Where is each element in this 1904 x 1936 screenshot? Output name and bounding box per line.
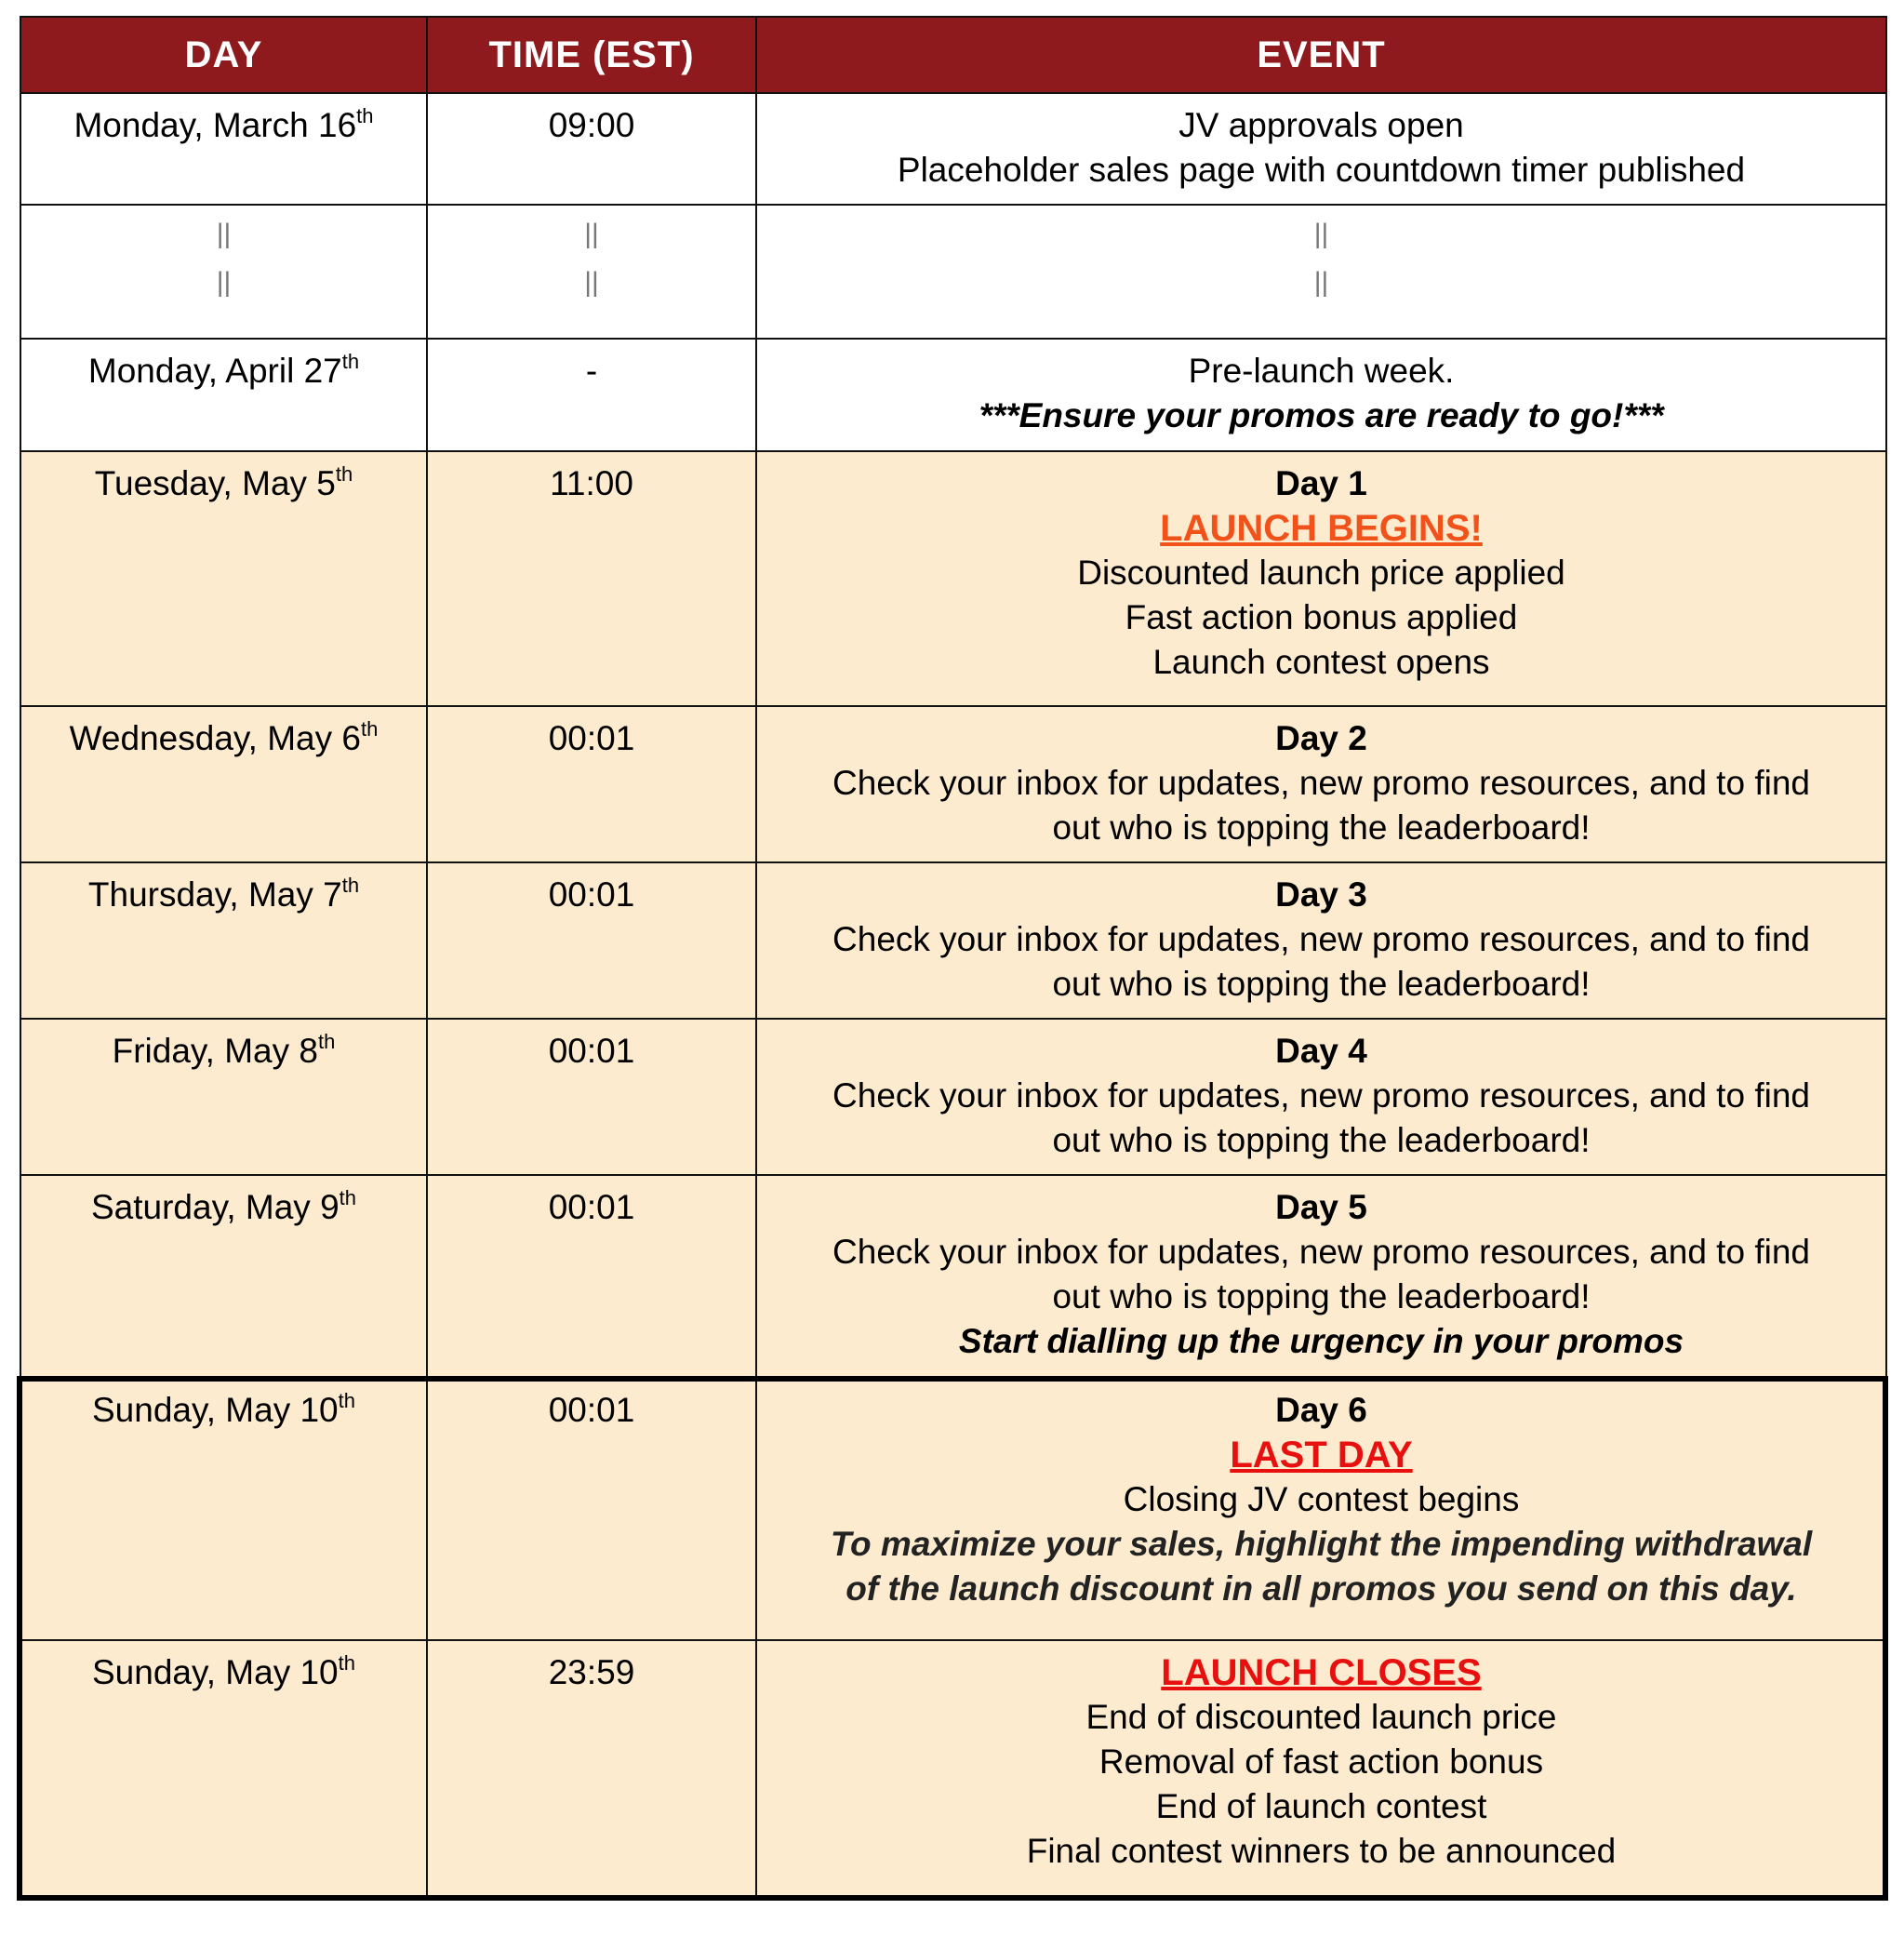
spacer xyxy=(29,250,419,267)
day-suffix: th xyxy=(341,349,360,373)
continuation-cell xyxy=(756,205,1886,339)
event-line: Pre-launch week. xyxy=(1188,352,1455,390)
day-cell xyxy=(20,862,427,1019)
continuation-mark: || xyxy=(584,267,599,298)
day-suffix: th xyxy=(338,1650,355,1675)
day-text: Wednesday, May 6 xyxy=(69,719,361,757)
day-text: Thursday, May 7 xyxy=(87,875,342,914)
event-line: Fast action bonus applied xyxy=(1125,598,1518,636)
event-line: Launch contest opens xyxy=(1152,643,1490,681)
continuation-row xyxy=(20,205,1886,339)
time-cell: 00:01 xyxy=(427,706,756,862)
header-time: TIME (EST) xyxy=(427,17,756,93)
day-cell xyxy=(20,1378,427,1640)
event-cell xyxy=(756,1378,1886,1640)
event-emphasis-line: of the launch discount in all promos you send on this day. xyxy=(845,1569,1797,1608)
day-suffix: th xyxy=(360,716,379,741)
day-cell xyxy=(20,339,427,451)
event-emphasis: ***Ensure your promos are ready to go!*** xyxy=(979,396,1664,434)
day-text: Saturday, May 9 xyxy=(90,1188,340,1226)
event-line: Placeholder sales page with countdown timer published xyxy=(897,151,1746,189)
day-text: Sunday, May 10 xyxy=(92,1653,339,1691)
event-line: Check your inbox for updates, new promo resources, and to find xyxy=(832,1233,1810,1271)
time-cell: 00:01 xyxy=(427,1019,756,1175)
day-suffix: th xyxy=(318,1029,336,1053)
event-title: Day 5 xyxy=(1275,1188,1367,1226)
event-emphasis: Start dialling up the urgency in your promos xyxy=(958,1322,1684,1360)
day-suffix: th xyxy=(338,1388,355,1412)
table-row xyxy=(20,706,1886,862)
continuation-cell xyxy=(427,205,756,339)
event-line: Check your inbox for updates, new promo resources, and to find xyxy=(832,764,1810,802)
table-row xyxy=(20,862,1886,1019)
day-suffix: th xyxy=(341,873,360,897)
event-cell xyxy=(756,339,1886,451)
event-title: Day 6 xyxy=(1275,1391,1367,1429)
header-event: EVENT xyxy=(756,17,1886,93)
day-suffix: th xyxy=(356,103,374,127)
event-cell xyxy=(756,93,1886,205)
table-row xyxy=(20,1019,1886,1175)
event-title: Day 2 xyxy=(1275,719,1367,757)
day-suffix: th xyxy=(339,1185,357,1209)
header-day: DAY xyxy=(20,17,427,93)
event-line: Discounted launch price applied xyxy=(1077,554,1565,592)
event-cell xyxy=(756,1640,1886,1899)
event-title: Day 4 xyxy=(1275,1032,1367,1070)
continuation-mark: || xyxy=(584,219,599,249)
event-highlight: LAUNCH BEGINS! xyxy=(1160,508,1483,549)
day-text: Monday, March 16 xyxy=(73,106,357,144)
day-text: Sunday, May 10 xyxy=(92,1391,339,1429)
table-row xyxy=(20,1175,1886,1378)
event-cell xyxy=(756,706,1886,862)
event-line: End of launch contest xyxy=(1155,1787,1487,1825)
day-text: Tuesday, May 5 xyxy=(94,464,336,502)
day-text: Monday, April 27 xyxy=(87,352,342,390)
continuation-mark: || xyxy=(1313,219,1329,249)
event-line: Final contest winners to be announced xyxy=(1026,1832,1617,1870)
time-cell: 09:00 xyxy=(427,93,756,205)
time-cell: - xyxy=(427,339,756,451)
day-cell xyxy=(20,1175,427,1378)
event-line: out who is topping the leaderboard! xyxy=(1052,1277,1591,1315)
table-row xyxy=(20,451,1886,706)
continuation-mark: || xyxy=(1313,267,1329,298)
event-line: JV approvals open xyxy=(1178,106,1464,144)
continuation-cell xyxy=(20,205,427,339)
day-cell xyxy=(20,93,427,205)
time-cell: 23:59 xyxy=(427,1640,756,1899)
event-line: Check your inbox for updates, new promo resources, and to find xyxy=(832,1076,1810,1115)
table-row xyxy=(20,1640,1886,1899)
day-cell xyxy=(20,1640,427,1899)
day-cell xyxy=(20,451,427,706)
header-row xyxy=(20,17,1886,93)
continuation-mark: || xyxy=(216,267,232,298)
event-title: Day 1 xyxy=(1275,464,1367,502)
event-highlight: LAUNCH CLOSES xyxy=(1161,1652,1482,1693)
day-cell xyxy=(20,1019,427,1175)
event-line: End of discounted launch price xyxy=(1085,1698,1557,1736)
event-cell xyxy=(756,1175,1886,1378)
table-row xyxy=(20,93,1886,205)
time-cell: 00:01 xyxy=(427,1175,756,1378)
table-row xyxy=(20,1378,1886,1640)
event-line: out who is topping the leaderboard! xyxy=(1052,808,1591,847)
event-line: Removal of fast action bonus xyxy=(1098,1742,1544,1781)
event-line: Check your inbox for updates, new promo resources, and to find xyxy=(832,920,1810,958)
day-suffix: th xyxy=(335,461,353,486)
event-line: out who is topping the leaderboard! xyxy=(1052,965,1591,1003)
time-cell: 11:00 xyxy=(427,451,756,706)
day-cell xyxy=(20,706,427,862)
spacer xyxy=(765,250,1878,267)
event-line: Closing JV contest begins xyxy=(1123,1480,1520,1518)
event-cell xyxy=(756,451,1886,706)
day-text: Friday, May 8 xyxy=(112,1032,318,1070)
launch-schedule-table xyxy=(20,16,1887,1900)
spacer xyxy=(435,250,748,267)
event-cell xyxy=(756,1019,1886,1175)
event-emphasis-line: To maximize your sales, highlight the impending withdrawal xyxy=(830,1525,1813,1563)
time-cell: 00:01 xyxy=(427,862,756,1019)
time-cell: 00:01 xyxy=(427,1378,756,1640)
event-highlight: LAST DAY xyxy=(1230,1435,1413,1475)
table-row xyxy=(20,339,1886,451)
event-line: out who is topping the leaderboard! xyxy=(1052,1121,1591,1159)
event-title: Day 3 xyxy=(1275,875,1367,914)
continuation-mark: || xyxy=(216,219,232,249)
event-cell xyxy=(756,862,1886,1019)
